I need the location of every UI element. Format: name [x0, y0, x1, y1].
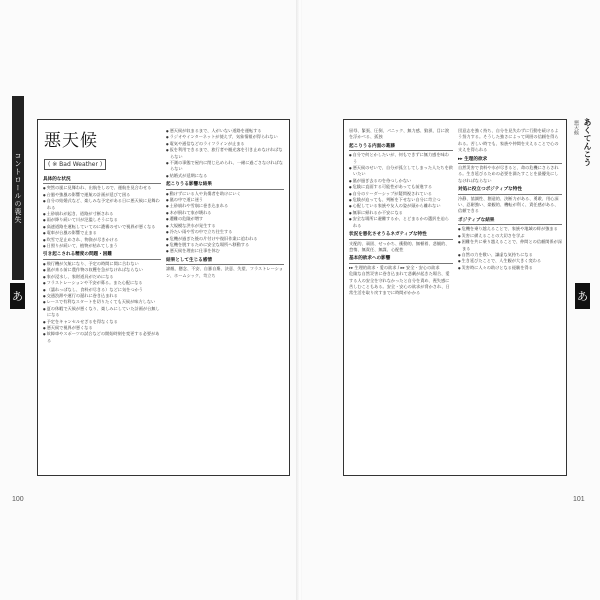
bullet-item: ● 遭難の危険が増す: [166, 216, 284, 222]
bullet-item: ● 危機を乗り越えることで、家族や地域の絆が強まる: [458, 226, 562, 232]
section-heading: 引き起こされる精度の問題・困難: [43, 252, 161, 259]
section-tab: [12, 96, 24, 280]
bullet-item: ● レースで有利なスタートを切りたくても天候が味方しない: [43, 299, 161, 305]
bullet-item: ● 自分の結婚式など、楽しみな予定がある日に悪天候に見舞われる: [43, 198, 161, 211]
section-heading: 基本的欲求への影響: [349, 256, 453, 263]
bullet-item: ● 動けずにいる人や負傷者を助けにいく: [166, 191, 284, 197]
section-heading: 対処に役立つポジティブな特性: [458, 187, 562, 194]
entry-title-area: [44, 126, 134, 170]
bullet-item: ● 危険が迫っても、判断を下せない自分に苛立つ: [349, 197, 453, 203]
bullet-item: ● 悪天候のせいで、自分が孤立してしまった人たちを救いたい: [349, 165, 453, 178]
bullet-item: ● 予定をキャンセルせざるを得なくなる: [43, 319, 161, 325]
paragraph: 冷静、協調性、創造的、決断力がある、勇敢、用心深い、忍耐強い、楽観的、機転が利く、責任感がある、信頼できる: [458, 195, 559, 214]
bullet-item: ● （濡れっぱなし、食料が尽きる）などに気をつかう: [43, 287, 161, 293]
entry-title: 悪天候: [44, 131, 98, 151]
page-number-right: 101: [573, 496, 585, 503]
bullet-item: ● 高速道路を運転していてのに濃霧のせいで視界が悪くなる: [43, 224, 161, 230]
section-heading: ポジティブな結果: [458, 218, 562, 225]
bullet-item: ● 悪天候を理由に仕事を休む: [166, 248, 284, 254]
right-column-1: [349, 128, 453, 297]
section-heading: 起こりうる内面の葛藤: [349, 144, 453, 151]
bullet-item: ● ラジオやインターネットが使えず、気象情報が得られない: [166, 134, 284, 140]
section-heading: 状況を悪化させうるネガティブな特性: [349, 232, 453, 239]
section-heading: 結果として生じる感情: [166, 258, 284, 265]
bullet-item: ● 無事に帰れるか不安になる: [349, 210, 453, 216]
bullet-item: ● 台風や強風の影響で運航の計画が延びて困る: [43, 192, 161, 198]
paragraph: 危険な自然災害に巻き込まれて悲劇が起きた場合、愛する人の安全を守れなかったと自分を責め、喪失感に苦しむこともある。安全・安心の欲求が脅かされ、日常生活を取り戻すまでに時間がかかる: [349, 271, 450, 296]
index-kana-tab: あ: [10, 283, 25, 309]
bullet-item: ● 結婚式が延期になる: [166, 173, 284, 179]
left-column-1: [43, 174, 161, 344]
bullet-item: ● フラストレーションや不安が募る。また心配になる: [43, 280, 161, 286]
entry-box-left: [37, 119, 290, 476]
bullet-item: ● 突然の嵐に見舞われ、出航をしので、運航を見合わせる: [43, 185, 161, 191]
bullet-item: ● 悪天候で視界が悪くなる: [43, 325, 161, 331]
paragraph: 支配的、頑固、せっかち、衝動的、無頓着、悲観的、怠惰、無責任、無謀、心配性: [349, 240, 450, 252]
section-heading: 起こりうる影響な結果: [166, 182, 284, 189]
paragraph: 自然災害で食料や水が尽きると、命の危機にさらされる。生き延びるための必要を満たすことを最優先にしなければならない: [458, 165, 559, 183]
bullet-item: ● 飛行機が欠航になり、予定の時間に間に合わない: [43, 261, 161, 267]
bullet-item: ● 冷たい雨や雪の中で立ち往生する: [166, 229, 284, 235]
bullet-item: ● 日照りが続いて、植物が枯れてしまう: [43, 243, 161, 249]
bullet-item: ● 夏の休暇で天候が悪くなり、楽しみにしていた計画が台無しになる: [43, 306, 161, 319]
bullet-item: ● 災害時に人々の助けとなる経験を得る: [458, 265, 562, 271]
bullet-item: ● 危険に直面する可能性があっても前進する: [349, 184, 453, 190]
bullet-item: ● 木が倒れて家が壊れる: [166, 210, 284, 216]
bullet-item: ● 雨が降り続いて川が氾濫しそうになる: [43, 217, 161, 223]
left-page: [0, 0, 298, 600]
bullet-item: ● 不測の事態で屋内に閉じ込められ、一緒に過ごさなければならない: [166, 160, 284, 173]
bullet-item: ● 自分で何とかしたいが、何もできずに無力感を味わう: [349, 152, 453, 165]
bullet-item: ● 災害に備えることの大切さを学ぶ: [458, 233, 562, 239]
entry-subtitle: ( ※ Bad Weather ): [44, 159, 106, 170]
left-column-2: [166, 128, 284, 279]
section-heading: ▸▸ 生理的欲求: [458, 157, 562, 164]
bullet-item: ● 吹雪で足止めされ、物資が尽きかける: [43, 237, 161, 243]
paragraph: 団意志を強く持ち、自分を見失わずに行動を続けるよう努力する。そうした強さによって周囲の信頼を得られる。苦しい時でも、家族や仲間を支えることで心の支えを得られる: [458, 128, 559, 153]
bullet-item: ● 電車が台風の影響で止まる: [43, 230, 161, 236]
bullet-item: ● 土砂崩れが起き、道路が寸断される: [43, 211, 161, 217]
bullet-item: ● 電気や通信などのライフラインが止まる: [166, 141, 284, 147]
bullet-item: ● 自分のリーダーシップが疑問視されている: [349, 191, 453, 197]
bullet-item: ● 危機が過ぎた後の片付けや復旧作業に追われる: [166, 236, 284, 242]
vertical-title-main: あくてんこう: [583, 118, 592, 166]
bullet-item: ● 嵐が過ぎ去るのを待つしかない: [349, 178, 453, 184]
bullet-item: ● 嵐が来る前に農作物の収穫を急がなければならない: [43, 267, 161, 273]
bullet-item: ● 大規模な洪水が発生する: [166, 223, 284, 229]
bullet-item: ● 自然の力を敬い、謙虚な気持ちになる: [458, 252, 562, 258]
paragraph: 諦観、懸念、不安、自暴自棄、決意、失望、フラストレーション、ホームシック、苛立ち: [166, 266, 283, 278]
bullet-item: ● 仮を利用できるまで、旅行者や観光客を引き止めなければならない: [166, 147, 284, 160]
right-column-2: [458, 128, 562, 271]
bullet-item: ● 危機を脱するために安全な場所へ移動する: [166, 242, 284, 248]
paragraph: 屈辱、緊張、圧倒、パニック、無力感、狼狽、目に涙を浮かべる、孤独: [349, 128, 450, 140]
paragraph: ▸▸ 生理的欲求・愛の欲求 / ▸▸ 安全・安心の欲求: [349, 264, 440, 270]
section-tab-label: コントロールの喪失: [14, 152, 22, 224]
bullet-item: ● 安全な場所に避難するか、とどまるかの選択を迫られる: [349, 216, 453, 229]
bullet-item: ● 家が浸水し、家財道具がだめになる: [43, 274, 161, 280]
index-kana-tab-right: あ: [575, 283, 590, 309]
section-heading: 具体的な状況: [43, 177, 161, 184]
bullet-item: ● 故障車やスポーツの試合などの開始時刻を変更する必要がある: [43, 331, 161, 344]
entry-box-right: [343, 119, 567, 476]
vertical-title-sub: 悪天候: [573, 120, 579, 135]
bullet-item: ● 嵐の中で道に迷う: [166, 197, 284, 203]
bullet-item: ● 生き延びたことで、人生観が大きく変わる: [458, 258, 562, 264]
bullet-item: ● 土砂崩れや雪崩に巻き込まれる: [166, 203, 284, 209]
bullet-item: ● 心配している家族や友人の姿が頭から離れない: [349, 203, 453, 209]
bullet-item: ● 困難を共に乗り越えることで、仲間との信頼関係が深まる: [458, 239, 562, 252]
bullet-item: ● 交通渋滞や運行の遅れに巻き込まれる: [43, 293, 161, 299]
vertical-title: [570, 118, 594, 208]
bullet-item: ● 悪天候が収まるまで、人がいない道路を運転する: [166, 128, 284, 134]
page-number-left: 100: [12, 496, 24, 503]
